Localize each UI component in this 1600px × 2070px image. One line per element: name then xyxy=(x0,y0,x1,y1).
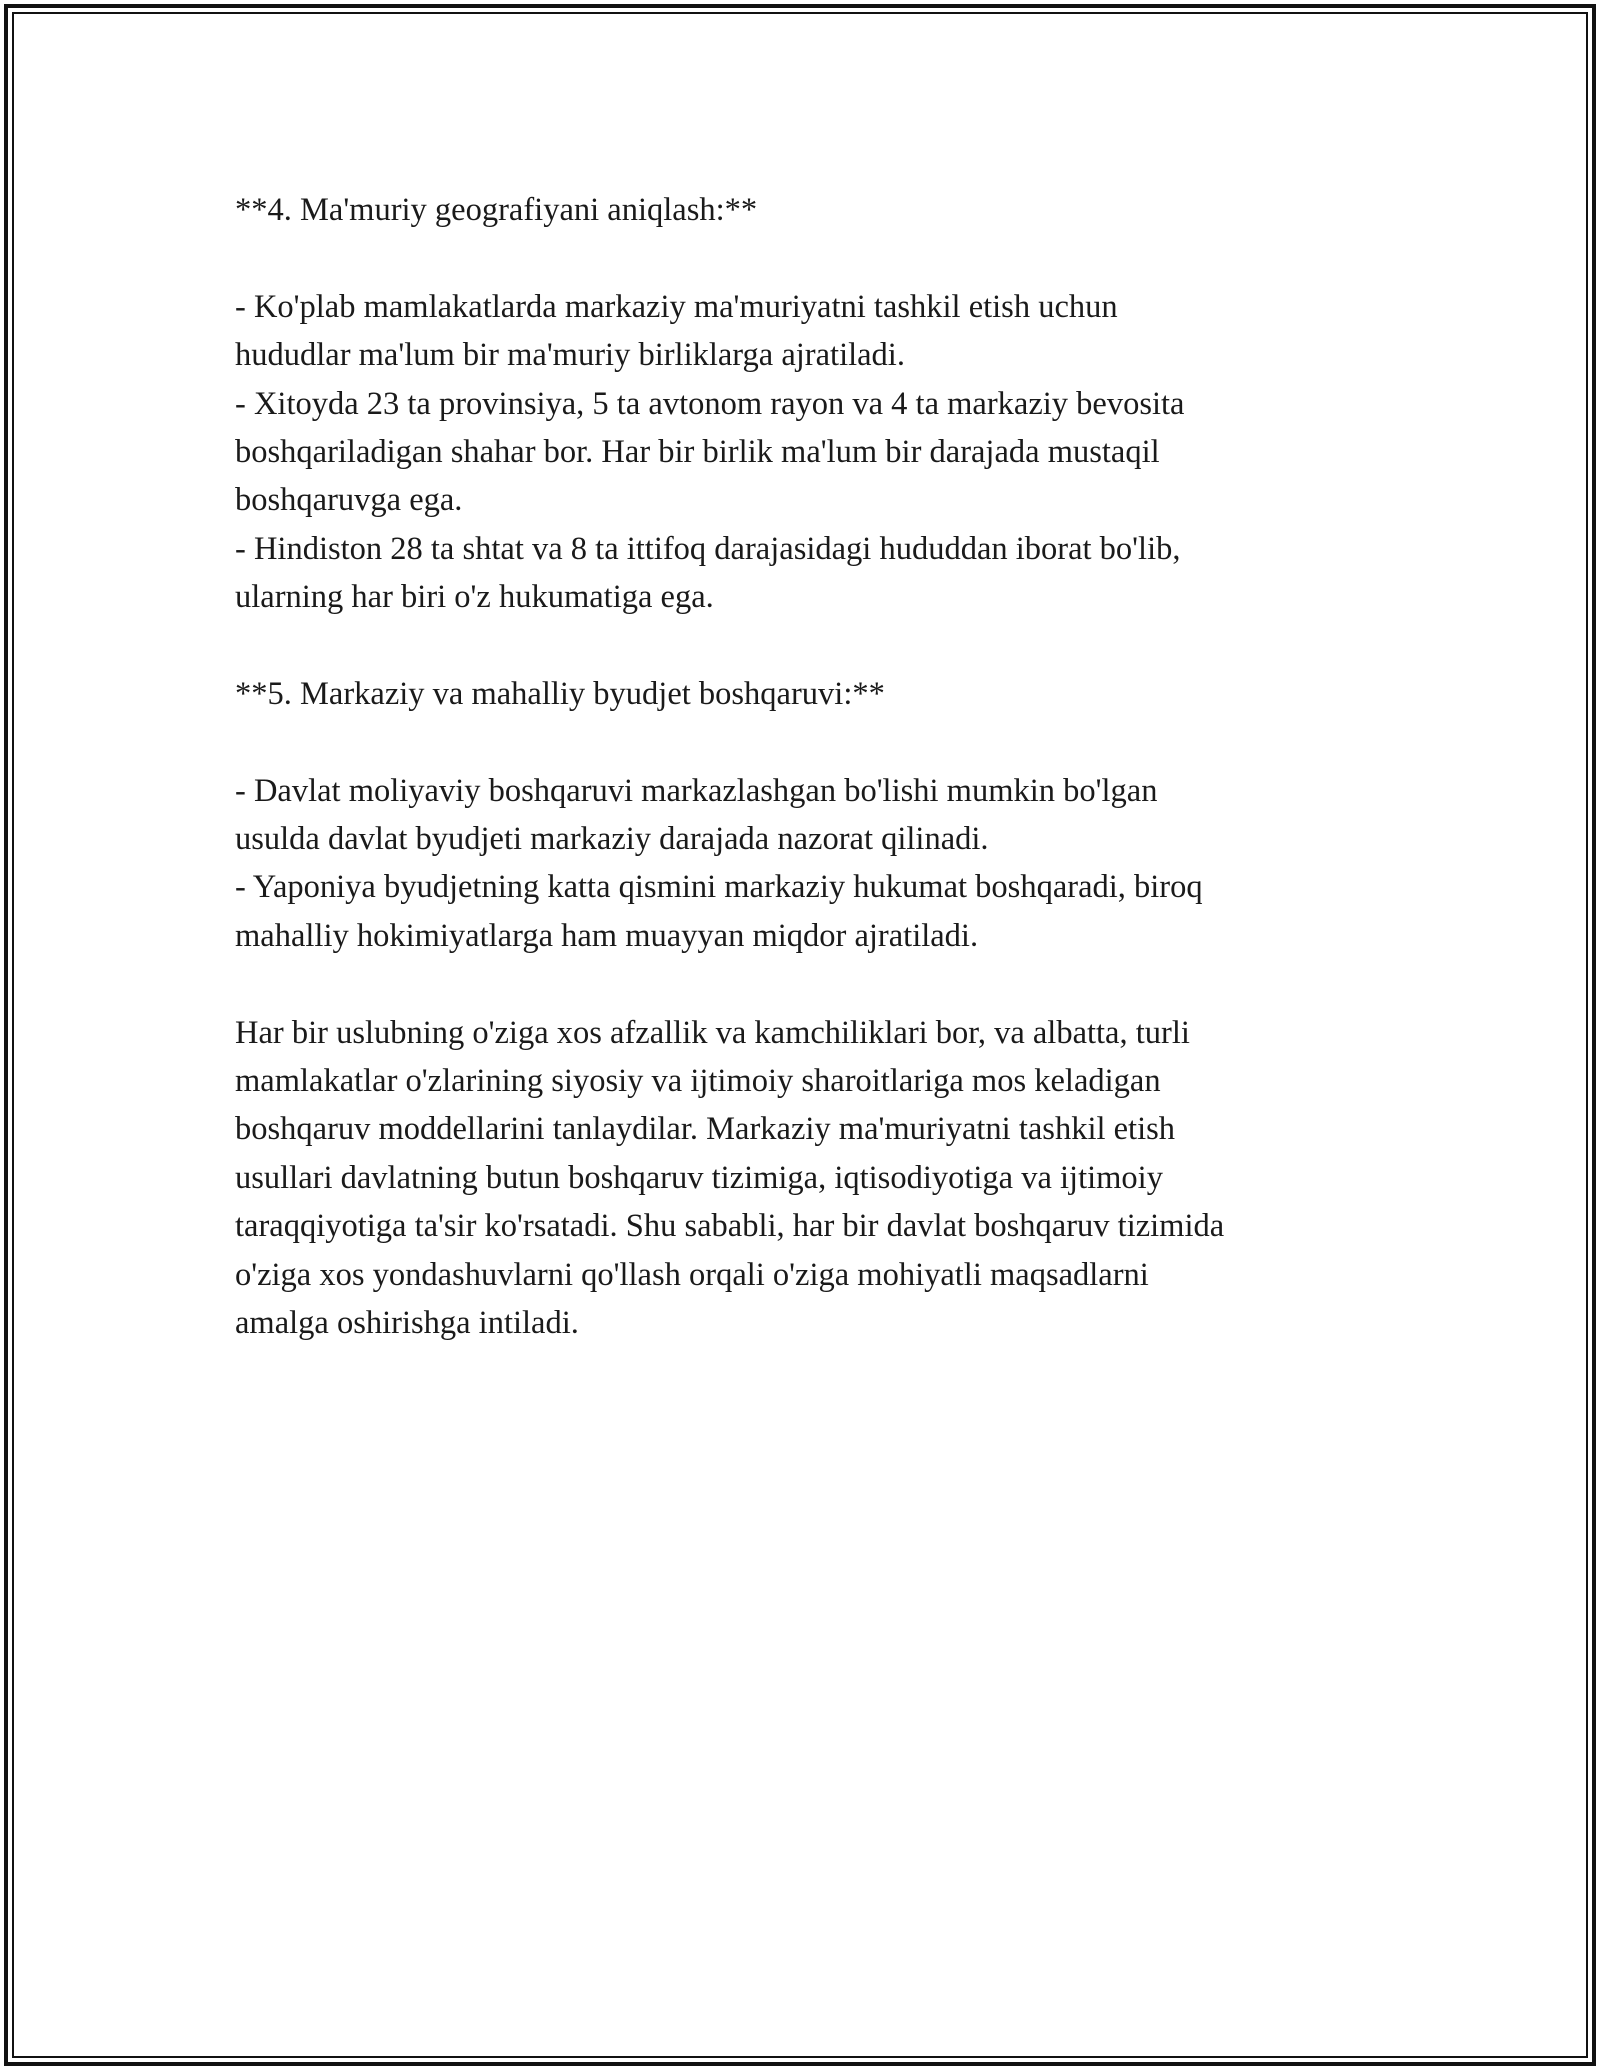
section-5-line: - Davlat moliyaviy boshqaruvi markazlashgan bo'lishi mumkin bo'lgan xyxy=(235,772,1158,809)
conclusion-line: amalga oshirishga intiladi. xyxy=(235,1304,579,1341)
spacer xyxy=(235,234,1365,282)
section-4-line: - Xitoyda 23 ta provinsiya, 5 ta avtonom rayon va 4 ta markaziy bevosita xyxy=(235,385,1185,422)
section-5-line: usulda davlat byudjeti markaziy darajada nazorat qilinadi. xyxy=(235,821,989,858)
section-4 xyxy=(235,186,1365,622)
section-5-heading: **5. Markaziy va mahalliy byudjet boshqaruvi:** xyxy=(235,675,885,712)
conclusion-paragraph xyxy=(235,1009,1365,1348)
section-4-line: boshqaruvga ega. xyxy=(235,482,463,519)
section-4-line: - Ko'plab mamlakatlarda markaziy ma'muriyatni tashkil etish uchun xyxy=(235,288,1118,325)
conclusion-line: usullari davlatning butun boshqaruv tizimiga, iqtisodiyotiga va ijtimoiy xyxy=(235,1159,1163,1196)
section-5-line: mahalliy hokimiyatlarga ham muayyan miqdor ajratiladi. xyxy=(235,917,979,954)
conclusion-line: Har bir uslubning o'ziga xos afzallik va kamchiliklari bor, va albatta, turli xyxy=(235,1014,1190,1051)
spacer xyxy=(235,622,1365,670)
section-4-line: hududlar ma'lum bir ma'muriy birliklarga ajratiladi. xyxy=(235,337,905,374)
section-4-line: boshqariladigan shahar bor. Har bir birlik ma'lum bir darajada mustaqil xyxy=(235,433,1160,470)
section-5 xyxy=(235,670,1365,960)
conclusion-line: taraqqiyotiga ta'sir ko'rsatadi. Shu sababli, har bir davlat boshqaruv tizimida xyxy=(235,1208,1225,1245)
section-4-heading: **4. Ma'muriy geografiyani aniqlash:** xyxy=(235,192,758,228)
section-5-line: - Yaponiya byudjetning katta qismini markaziy hukumat boshqaradi, biroq xyxy=(235,869,1203,906)
spacer xyxy=(235,718,1365,766)
section-4-line: ularning har biri o'z hukumatiga ega. xyxy=(235,579,714,616)
document-body xyxy=(235,186,1365,1347)
spacer xyxy=(235,960,1365,1008)
conclusion-line: boshqaruv moddellarini tanlaydilar. Markaziy ma'muriyatni tashkil etish xyxy=(235,1111,1176,1148)
section-4-line: - Hindiston 28 ta shtat va 8 ta ittifoq darajasidagi hududdan iborat bo'lib, xyxy=(235,530,1181,567)
conclusion-line: mamlakatlar o'zlarining siyosiy va ijtimoiy sharoitlariga mos keladigan xyxy=(235,1063,1161,1100)
conclusion-line: o'ziga xos yondashuvlarni qo'llash orqali o'ziga mohiyatli maqsadlarni xyxy=(235,1256,1149,1293)
